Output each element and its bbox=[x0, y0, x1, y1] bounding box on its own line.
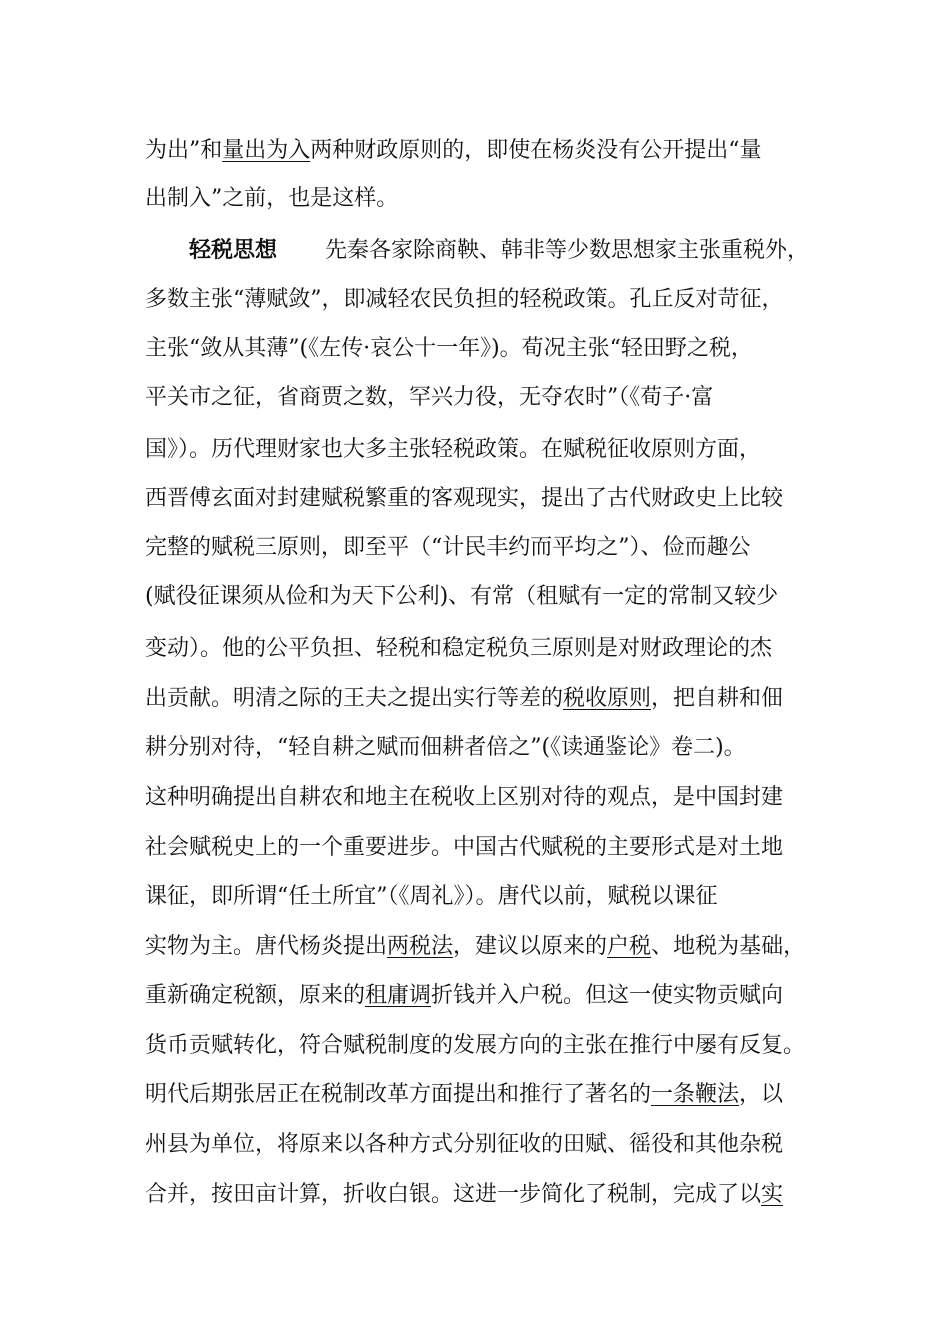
text-run: 折钱并入户税。但这一使实物贡赋向 bbox=[431, 983, 784, 1008]
text-run: 重新确定税额，原来的 bbox=[145, 983, 366, 1008]
text-run: 这种明确提出自耕农和地主在税收上区别对待的观点，是中国封建 bbox=[145, 785, 784, 810]
text-run: 完整的赋税三原则，即至平（“计民丰约而平均之”）、俭而趣公 bbox=[145, 535, 751, 560]
text-run: ，以 bbox=[739, 1082, 784, 1107]
text-line-20 bbox=[145, 1080, 835, 1110]
text-run: 国》）。历代理财家也大多主张轻税政策。在赋税征收原则方面， bbox=[145, 437, 762, 462]
text-line-12 bbox=[145, 684, 835, 714]
text-run: 耕分别对待，“轻自耕之赋而佃耕者倍之”(《读通鉴论》卷二)。 bbox=[145, 735, 746, 760]
text-line-17 bbox=[145, 932, 835, 962]
section-heading-line bbox=[145, 236, 835, 266]
text-line-19 bbox=[145, 1031, 835, 1061]
text-line-22 bbox=[145, 1180, 835, 1210]
text-run: 出制入”之前，也是这样。 bbox=[145, 186, 399, 211]
text-line-6 bbox=[145, 383, 835, 413]
link-term[interactable]: 实 bbox=[761, 1182, 784, 1207]
text-line-18 bbox=[145, 981, 835, 1011]
text-line-11 bbox=[145, 634, 835, 664]
link-term[interactable]: 租庸调 bbox=[365, 983, 432, 1008]
text-run: ，建议以原来的 bbox=[453, 934, 608, 959]
text-run: 州县为单位，将原来以各种方式分别征收的田赋、徭役和其他杂税 bbox=[145, 1132, 784, 1157]
text-run: 社会赋税史上的一个重要进步。中国古代赋税的主要形式是对土地 bbox=[145, 835, 784, 860]
text-line-8 bbox=[145, 484, 835, 514]
text-run: 货币贡赋转化，符合赋税制度的发展方向的主张在推行中屡有反复。 bbox=[145, 1033, 806, 1058]
text-line-14 bbox=[145, 783, 835, 813]
text-run: 多数主张“薄赋敛”，即减轻农民负担的轻税政策。孔丘反对苛征， bbox=[145, 287, 784, 312]
text-run: 两种财政原则的，即使在杨炎没有公开提出“量 bbox=[310, 138, 762, 163]
text-line-7 bbox=[145, 435, 835, 465]
text-line-5 bbox=[145, 334, 835, 364]
link-term[interactable]: 税收原则 bbox=[563, 686, 652, 711]
text-run: 、地税为基础， bbox=[651, 934, 806, 959]
text-run: 平关市之征，省商贾之数，罕兴力役，无夺农时”（《荀子·富 bbox=[145, 385, 714, 410]
link-term[interactable]: 户税 bbox=[607, 934, 652, 959]
text-line-2 bbox=[145, 184, 835, 214]
link-term[interactable]: 两税法 bbox=[387, 934, 454, 959]
text-run: ，把自耕和佃 bbox=[651, 686, 784, 711]
text-line-4 bbox=[145, 285, 835, 315]
text-line-21 bbox=[145, 1130, 835, 1160]
text-run: 合并，按田亩计算，折收白银。这进一步简化了税制，完成了以 bbox=[145, 1182, 762, 1207]
text-run: 课征，即所谓“任土所宜”（《周礼》）。唐代以前，赋税以课征 bbox=[145, 884, 718, 909]
text-run: 变动）。他的公平负担、轻税和稳定税负三原则是对财政理论的杰 bbox=[145, 636, 773, 661]
text-line-1 bbox=[145, 136, 835, 166]
text-run: 西晋傅玄面对封建赋税繁重的客观现实，提出了古代财政史上比较 bbox=[145, 486, 784, 511]
text-line-10 bbox=[145, 582, 835, 612]
text-run: 为出”和 bbox=[145, 138, 223, 163]
text-line-16 bbox=[145, 882, 835, 912]
text-run: 主张“敛从其薄”(《左传·哀公十一年》)。荀况主张“轻田野之税， bbox=[145, 336, 753, 361]
link-term[interactable]: 量出为入 bbox=[222, 138, 311, 163]
link-term[interactable]: 一条鞭法 bbox=[651, 1082, 740, 1107]
text-line-9 bbox=[145, 533, 835, 563]
section-heading: 轻税思想 bbox=[189, 238, 278, 263]
text-run: (赋役征课须从俭和为天下公利)、有常（租赋有一定的常制又较少 bbox=[145, 584, 779, 609]
text-run: 先秦各家除商鞅、韩非等少数思想家主张重税外， bbox=[325, 238, 810, 263]
text-run: 实物为主。唐代杨炎提出 bbox=[145, 934, 388, 959]
text-run: 明代后期张居正在税制改革方面提出和推行了著名的 bbox=[145, 1082, 652, 1107]
text-run: 出贡献。明清之际的王夫之提出实行等差的 bbox=[145, 686, 564, 711]
text-line-15 bbox=[145, 833, 835, 863]
text-line-13 bbox=[145, 733, 835, 763]
